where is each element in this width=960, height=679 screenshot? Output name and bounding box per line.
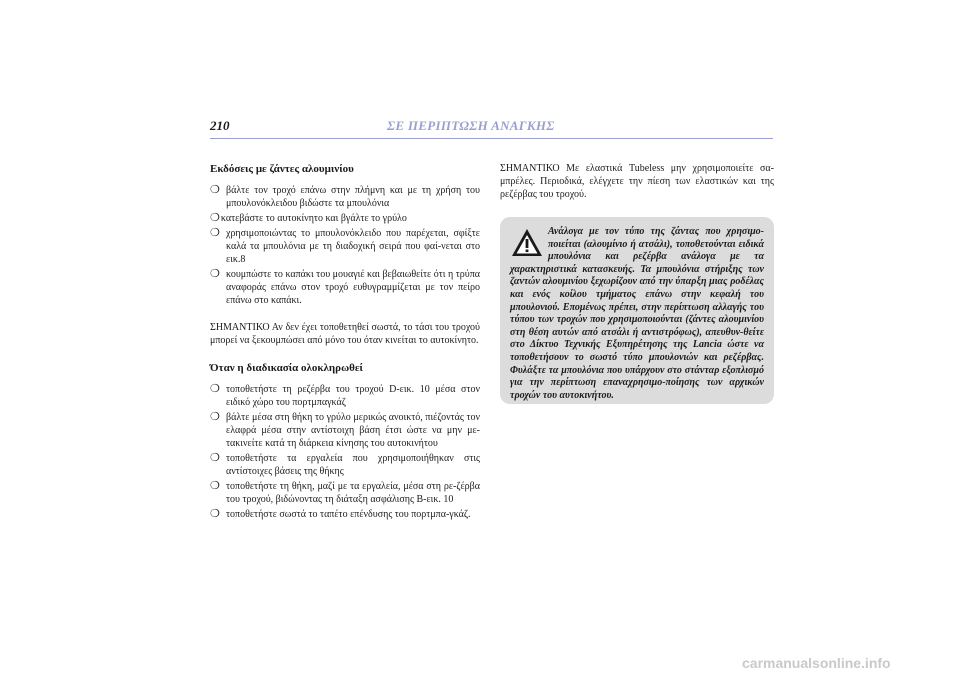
list-item: ❍ τοποθετήστε σωστά το ταπέτο επένδυσης του πορτμπα-γκάζ. [210,508,471,520]
list-item: ❍κατεβάστε το αυτοκίνητο και βγάλτε το γρύλο [210,212,407,224]
list-item: ❍ βάλτε τον τροχό επάνω στην πλήμνη και με τη χρήση του μπουλονόκλειδου βιδώστε τα μπουλόνια [210,184,480,209]
list-item: ❍ κουμπώστε το καπάκι του μουαγιέ και βεβαιωθείτε ότι η τρύπα αναφοράς επάνω στον τροχό ευθυγραμμίζεται με τον πείρο επάνω στο καπάκι. [210,268,480,306]
bullet-icon: ❍ [210,212,220,224]
bullet-icon: ❍ [210,383,220,395]
bullet-icon: ❍ [210,184,220,196]
bullet-icon: ❍ [210,508,220,520]
bullet-icon: ❍ [210,268,220,280]
important-note-tubeless: ΣΗΜΑΝΤΙΚΟ Με ελαστικά Tubeless μην χρησιμοποιείτε σα-μπρέλες. Περιοδικά, ελέγχετε την πίεση των ελαστικών και της ρεζέρβας του τροχού. [500,163,774,200]
list-item: ❍ τοποθετήστε τη ρεζέρβα του τροχού D-εικ. 10 μέσα στον ειδικό χώρο του πορτμπαγκάζ [210,383,480,408]
bullet-icon: ❍ [210,480,220,492]
bullet-icon: ❍ [210,452,220,464]
warning-box [500,217,774,404]
important-note-hubcap: ΣΗΜΑΝΤΙΚΟ Αν δεν έχει τοποθετηθεί σωστά, το τάσι του τροχού μπορεί να ξεκουμπώσει από μόνο του όταν κινείται το αυτοκίνητο. [210,322,480,346]
heading-alloy-versions: Εκδόσεις με ζάντες αλουμινίου [210,163,354,175]
heading-when-complete: Όταν η διαδικασία ολοκληρωθεί [210,362,363,374]
watermark: carmanualsonline.info [742,655,891,671]
bullet-icon: ❍ [210,411,220,423]
section-title: ΣΕ ΠΕΡΙΠΤΩΣΗ ΑΝΑΓΚΗΣ [387,118,555,133]
header-divider [210,138,773,139]
bullet-icon: ❍ [210,227,220,239]
warning-triangle-icon [510,227,544,259]
left-column [210,162,480,523]
page-number: 210 [210,118,230,133]
right-column [500,162,774,201]
list-item: ❍ χρησιμοποιώντας το μπουλονόκλειδο που παρέχεται, σφίξτε καλά τα μπουλόνια με τη διαδοχική σειρά που φαί-νεται στο εικ.8 [210,227,480,265]
list-item: ❍ τοποθετήστε τη θήκη, μαζί με τα εργαλεία, μέσα στη ρε-ζέρβα του τροχού, βιδώνοντας τη διάταξη ασφάλισης B-εικ. 10 [210,480,480,505]
list-item: ❍ τοποθετήστε τα εργαλεία που χρησιμοποιήθηκαν στις αντίστοιχες βάσεις της θήκης [210,452,480,477]
page-header [210,118,770,138]
steps-list-1 [210,184,480,307]
list-item: ❍ βάλτε μέσα στη θήκη το γρύλο μερικώς ανοικτό, πιέζοντάς τον ελαφρά μέσα στην αντίστοιχη βάση έτσι ώστε να μην με-τακινείτε κατά τη διάρκεια κίνησης του αυτοκινήτου [210,411,480,449]
steps-list-2 [210,383,480,521]
warning-text: Ανάλογα με τον τύπο της ζάντας που χρησιμο-ποιείται (αλουμίνιο ή ατσάλι), τοποθετούνται ειδικά μπουλόνια και ρεζέρβα ανάλογα με τα χαρακτηριστικά κατασκευής. Τα μπουλόνια στήριξης των ζαντών αλουμινίου ξεχωρίζουν από την ύπαρξη μιας ροδέλας και ενός κοίλου τμήματος επάνω στην κεφαλή του μπουλονιού. Επομένως πρέπει, στην περίπτωση αλλαγής του τύπου των τροχών που χρησιμοποιούνται (ζάντες αλουμινίου στη θέση αυτών από ατσάλι ή αντιστρόφως), απευθυν-θείτε στο Δίκτυο Τεχνικής Εξυπηρέτησης της Lancia ώστε να τοποθετήσουν το σωστό τύπο μπουλονιών και ρεζέρβας. Φυλάξτε τα μπουλόνια που υπάρχουν στο στάνταρ εξοπλισμό για την περίπτωση επαναχρησιμο-ποίησης των αρχικών τροχών του αυτοκινήτου. [510,226,764,401]
